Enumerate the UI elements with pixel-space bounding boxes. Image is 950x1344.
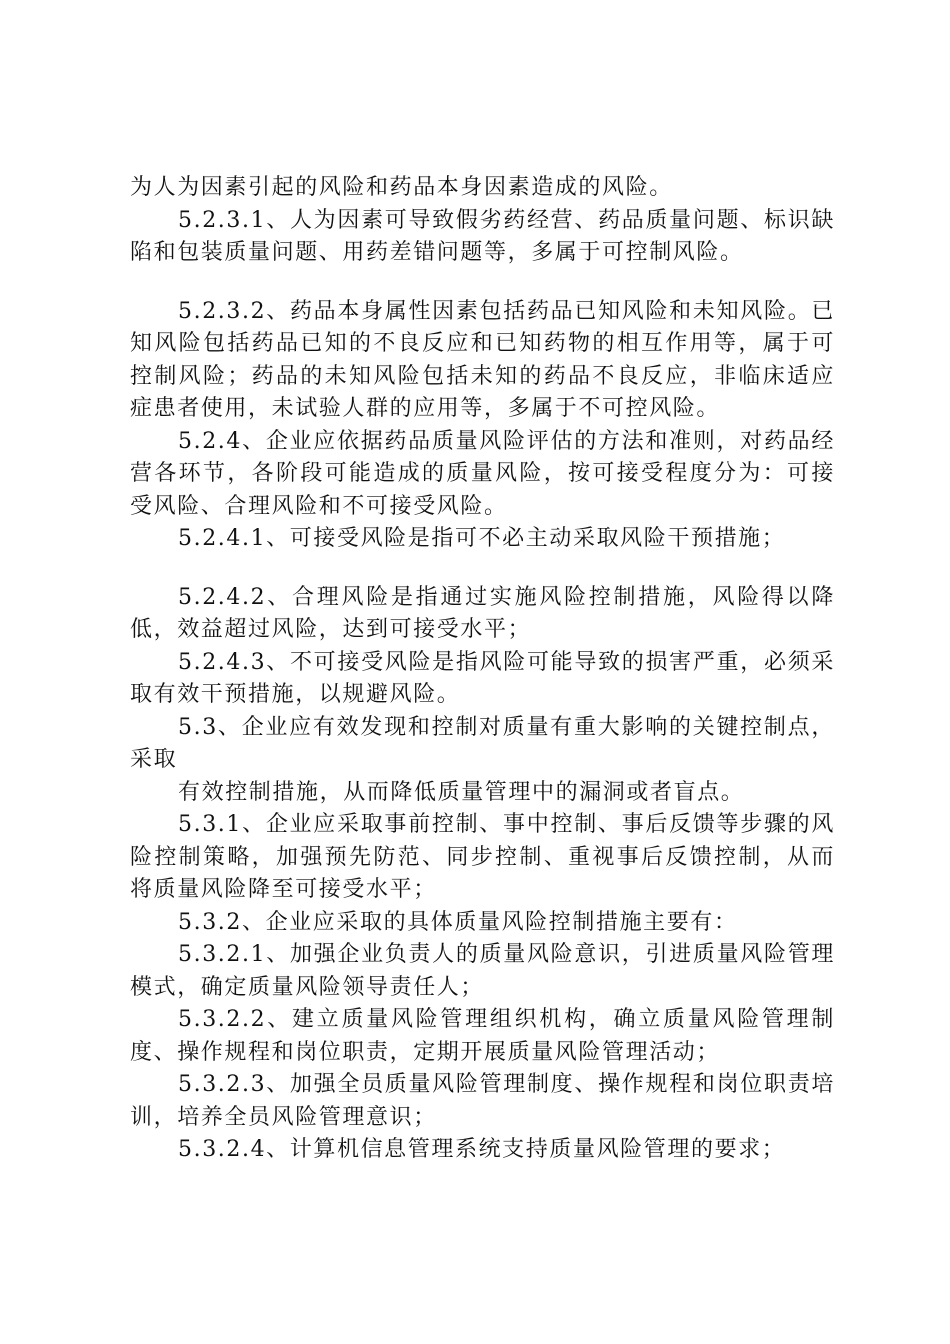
blank-line <box>130 270 835 296</box>
paragraph-5-3-2-3: 5.3.2.3、加强全员质量风险管理制度、操作规程和岗位职责培训，培养全员风险管理意识； <box>130 1072 835 1130</box>
paragraph-5-3-2-4: 5.3.2.4、计算机信息管理系统支持质量风险管理的要求； <box>178 1137 786 1162</box>
paragraph-5-3-2: 5.3.2、企业应采取的具体质量风险控制措施主要有： <box>178 909 738 935</box>
blank-line <box>130 556 835 582</box>
document-body <box>130 172 835 1167</box>
paragraph-5-3-2-1: 5.3.2.1、加强企业负责人的质量风险意识，引进质量风险管理模式，确定质量风险领导责任人； <box>130 942 835 1000</box>
paragraph-continuation: 为人为因素引起的风险和药品本身因素造成的风险。 <box>130 175 673 200</box>
paragraph-5-3-1: 5.3.1、企业应采取事前控制、事中控制、事后反馈等步骤的风险控制策略，加强预先防范、同步控制、重视事后反馈控制，从而将质量风险降至可接受水平； <box>130 812 835 902</box>
paragraph-5-2-3-1: 5.2.3.1、人为因素可导致假劣药经营、药品质量问题、标识缺陷和包装质量问题、用药差错问题等，多属于可控制风险。 <box>130 207 835 265</box>
paragraph-5-3-continuation: 有效控制措施，从而降低质量管理中的漏洞或者盲点。 <box>178 779 745 805</box>
paragraph-5-2-4-3: 5.2.4.3、不可接受风险是指风险可能导致的损害严重，必须采取有效干预措施，以规避风险。 <box>130 649 835 707</box>
paragraph-5-3: 5.3、企业应有效发现和控制对质量有重大影响的关键控制点，采取 <box>130 714 835 772</box>
paragraph-5-3-2-2: 5.3.2.2、建立质量风险管理组织机构，确立质量风险管理制度、操作规程和岗位职责，定期开展质量风险管理活动； <box>130 1007 835 1065</box>
paragraph-5-2-4-1: 5.2.4.1、可接受风险是指可不必主动采取风险干预措施； <box>178 526 786 551</box>
paragraph-5-2-3-2: 5.2.3.2、药品本身属性因素包括药品已知风险和未知风险。已知风险包括药品已知的不良反应和已知药物的相互作用等，属于可控制风险；药品的未知风险包括未知的药品不良反应，非临床适应症患者使用，未试验人群的应用等，多属于不可控风险。 <box>130 298 835 421</box>
paragraph-5-2-4: 5.2.4、企业应依据药品质量风险评估的方法和准则，对药品经营各环节，各阶段可能造成的质量风险，按可接受程度分为：可接受风险、合理风险和不可接受风险。 <box>130 428 835 519</box>
paragraph-5-2-4-2: 5.2.4.2、合理风险是指通过实施风险控制措施，风险得以降低，效益超过风险，达到可接受水平； <box>130 584 835 642</box>
